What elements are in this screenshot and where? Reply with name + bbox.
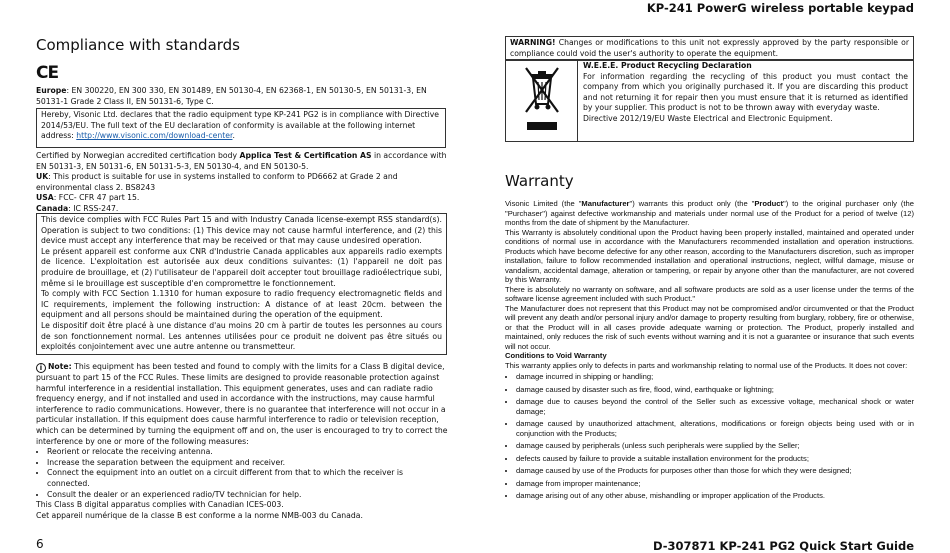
weee-text-cell xyxy=(578,61,913,141)
fcc-note-block xyxy=(36,362,448,521)
void-warranty-text: This warranty applies only to defects in parts and workmanship relating to normal use of the Products. It does not cover: xyxy=(505,360,908,370)
list-item: • Reorient or relocate the receiving antenna. xyxy=(47,447,448,458)
warranty-paragraph-2: This Warranty is absolutely conditional upon the Product having been properly installed, maintained and operated under conditions of normal use in accordance with the Manufacturers recommended installation and operation instructions. Products which have become defective for any other reason, according to the Manufacturers discretion, such as improper installation, failure to follow recommended installation and operational instructions, neglect, willful damage, misuse or vandalism, accidental damage, alteration or tampering, or repair by anyone other than the manufacturer, are not covered by this Warranty. xyxy=(505,227,914,284)
list-item: • damage due to causes beyond the control of the Seller such as excessive voltage, mechanical shock or water damage; xyxy=(516,397,914,416)
list-item: • damage arising out of any other abuse, mishandling or improper application of the Products. xyxy=(516,491,914,501)
nmb-statement: Cet appareil numérique de la classe B est conforme a la norme NMB-003 du Canada. xyxy=(36,510,363,520)
europe-label: Europe xyxy=(36,86,67,95)
list-item: • damage caused by disaster such as fire, flood, wind, earthquake or lightning; xyxy=(516,385,914,395)
document-header-title: KP-241 PowerG wireless portable keypad xyxy=(646,1,914,15)
warranty-paragraph-3: There is absolutely no warranty on software, and all software products are sold as a user license under the terms of the software license agreement included with such Product." xyxy=(505,284,914,303)
warranty-paragraph-1: Visonic Limited (the "Manufacturer") warrants this product only (the "Product") to the original purchaser only (the "Purchaser") against defective workmanship and materials under normal use of the Product for a period of twelve (12) months from the date of shipment by the Manufacturer. xyxy=(505,199,914,227)
list-item: • damage caused by peripherals (unless such peripherals were supplied by the Seller; xyxy=(516,441,914,451)
note-label: Note: xyxy=(48,362,72,371)
warranty-body xyxy=(505,199,914,504)
info-icon: i xyxy=(36,363,46,373)
warning-label: WARNING! xyxy=(510,38,556,47)
warning-box: WARNING! Changes or modifications to this unit not expressly approved by the party responsible or compliance could void the user's authority to operate the equipment. xyxy=(505,36,914,60)
page-number: 6 xyxy=(36,537,44,551)
weee-title: W.E.E.E. Product Recycling Declaration xyxy=(583,61,752,70)
list-item: • Consult the dealer or an experienced radio/TV technician for help. xyxy=(47,490,448,501)
document-footer-title: D-307871 KP-241 PG2 Quick Start Guide xyxy=(652,539,914,553)
ices-statement: This Class B digital apparatus complies with Canadian ICES-003. xyxy=(36,500,284,510)
usa-certification: USA: FCC- CFR 47 part 15. xyxy=(36,193,140,203)
compliance-heading: Compliance with standards xyxy=(36,36,241,54)
list-item: • defects caused by failure to provide a suitable installation environment for the products; xyxy=(516,454,914,464)
europe-text: : EN 300220, EN 300 330, EN 301489, EN 50130-4, EN 62368-1, EN 50130-5, EN 50131-3, EN 50131-1 Grade 2 Class II, EN 50131-6, Type C. xyxy=(36,86,427,106)
warranty-paragraph-4: The Manufacturer does not represent that this Product may not be compromised and/or circumvented or that the Product will prevent any death and/or personal injury and/or damage to property resulting from burglary, robbery, fire or otherwise, or that the Product will in all cases provide adequate warning or protection. The Product, properly installed and maintained, only reduces the risk of such events without warning and it is not a guarantee or insurance that such events will not occur. xyxy=(505,303,914,351)
uk-certification: UK: This product is suitable for use in systems installed to conform to PD6662 at Grade 2 and environmental class 2. BS8243 xyxy=(36,172,398,192)
crossed-out-wheelie-bin-icon xyxy=(522,64,562,116)
weee-box xyxy=(505,60,914,142)
void-warranty-heading: Conditions to Void Warranty xyxy=(505,351,607,360)
note-paragraph: i Note: This equipment has been tested and found to comply with the limits for a Class B digital device, pursuant to part 15 of the FCC Rules. These limits are designed to provide reasonable protection against harmful interference in a residential installation. This equipment generates, uses and can radiate radio frequency energy, and if not installed and used in accordance with the instructions, may cause harmful interference to radio communications. However, there is no guarantee that interference will not occur in a particular installation. If this equipment does cause harmful interference to radio or television reception, which can be determined by turning the equipment off and on, the user is encouraged to try to correct the interference by one or more of the following measures: xyxy=(36,362,448,446)
warranty-heading: Warranty xyxy=(505,172,574,190)
list-item: • damage caused by use of the Products for purposes other than those for which they were designed; xyxy=(516,466,914,476)
void-conditions-list xyxy=(505,372,914,501)
certifications-block xyxy=(36,151,448,215)
list-item: • damage from improper maintenance; xyxy=(516,479,914,489)
fcc-paragraph: This device complies with FCC Rules Part 15 and with Industry Canada license-exempt RSS standard(s). Operation is subject to two conditions: (1) This device may not cause harmful interference, and (2) this device must accept any interference that may be received or that may cause undesired operation. xyxy=(41,215,442,246)
europe-standards xyxy=(36,86,448,107)
fcc-ic-statement-box xyxy=(36,213,447,355)
list-item: • Increase the separation between the equipment and receiver. xyxy=(47,458,448,469)
ic-paragraph-fr: Le présent appareil est conforme aux CNR d'Industrie Canada applicables aux appareils radio exempts de licence. L'exploitation est autorisée aux deux conditions suivantes: (1) l'appareil ne doit pas produire de brouillage, et (2) l'utilisateur de l'appareil doit accepter tout brouillage radioélectrique subi, même si le brouillage est susceptible d'en compromettre le fonctionnement. xyxy=(41,246,442,288)
weee-underline-bar xyxy=(527,122,557,130)
list-item: • damage caused by unauthorized attachment, alterations, modifications or foreign objects being used with or in conjunction with the Products; xyxy=(516,419,914,438)
weee-icon-cell xyxy=(506,61,578,141)
download-center-link[interactable]: http://www.visonic.com/download-center xyxy=(76,131,233,141)
rf-exposure-paragraph-fr: Le dispositif doit être placé à une distance d'au moins 20 cm à partir de toutes les personnes au cours de son fonctionnement normal. Les antennes utilisées pour ce produit ne doivent pas être situés ou exploités conjointement avec une autre antenne ou transmetteur. xyxy=(41,320,442,352)
norway-certification: Certified by Norwegian accredited certification body Applica Test & Certification AS in accordance with EN 50131-3, EN 50131-6, EN 50131-5-3, EN 50130-4, and EN 50130-5. xyxy=(36,151,447,171)
weee-text: For information regarding the recycling of this product you must contact the company from which you originally purchased it. If you are discarding this product and not returning it for repair then you must ensure that it is returned as identified by your supplier. This product is not to be thrown away with everyday waste. xyxy=(583,71,908,113)
weee-directive: Directive 2012/19/EU Waste Electrical and Electronic Equipment. xyxy=(583,113,833,123)
list-item: • damage incurred in shipping or handling; xyxy=(516,372,914,382)
certification-body: Applica Test & Certification AS xyxy=(239,151,372,160)
eu-declaration-box: Hereby, Visonic Ltd. declares that the radio equipment type KP-241 PG2 is in compliance with Directive 2014/53/EU. The full text of the EU declaration of conformity is available at the following internet address: http://www.visonic.com/download-center. xyxy=(36,108,446,148)
rf-exposure-paragraph: To comply with FCC Section 1.1310 for human exposure to radio frequency electromagnetic fields and IC requirements, implement the following instruction: A distance of at least 20cm. between the equipment and all persons should be maintained during the operation of the equipment. xyxy=(41,289,442,320)
interference-measures-list xyxy=(36,447,448,500)
list-item: • Connect the equipment into an outlet on a circuit different from that to which the receiver is connected. xyxy=(47,468,448,489)
declaration-text: Hereby, Visonic Ltd. declares that the radio equipment type KP-241 PG2 is in compliance with Directive 2014/53/EU. The full text of the EU declaration of conformity is available at the following internet address: xyxy=(41,110,439,141)
canada-certification: Canada: IC RSS-247. xyxy=(36,203,119,213)
ce-mark-icon: CE xyxy=(36,63,59,83)
